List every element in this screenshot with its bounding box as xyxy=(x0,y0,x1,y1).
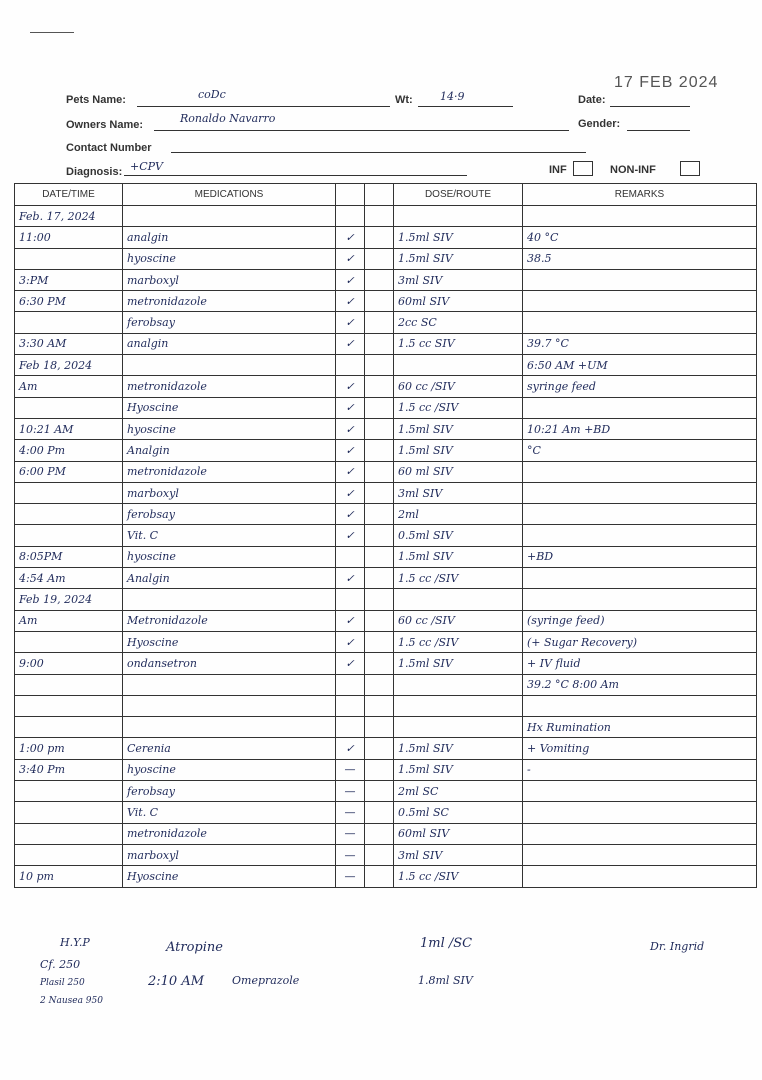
row-dose-route: 1.5 cc /SIV xyxy=(394,631,523,652)
row-remarks: +BD xyxy=(523,546,757,567)
col-date-time: DATE/TIME xyxy=(15,184,123,206)
row-dose-route: 3ml SIV xyxy=(394,269,523,290)
table-row xyxy=(15,525,757,546)
row-medication: metronidazole xyxy=(123,823,336,844)
row-check xyxy=(336,717,365,738)
row-check: ✓ xyxy=(336,376,365,397)
row-dose-route xyxy=(394,695,523,716)
row-remarks xyxy=(523,461,757,482)
row-check-b xyxy=(365,610,394,631)
footer-cf: Cf. 250 xyxy=(40,958,81,971)
row-check: ✓ xyxy=(336,482,365,503)
row-remarks: Hx Rumination xyxy=(523,717,757,738)
row-medication: Analgin xyxy=(123,568,336,589)
row-date-time: Am xyxy=(15,610,123,631)
row-check: ✓ xyxy=(336,631,365,652)
row-medication: Analgin xyxy=(123,440,336,461)
row-check-b xyxy=(365,525,394,546)
row-medication xyxy=(123,589,336,610)
row-remarks: 40 °C xyxy=(523,227,757,248)
row-medication: analgin xyxy=(123,333,336,354)
contact-label: Contact Number xyxy=(66,142,152,154)
row-dose-route: 1.5ml SIV xyxy=(394,418,523,439)
row-remarks xyxy=(523,823,757,844)
row-remarks xyxy=(523,802,757,823)
row-date-time xyxy=(15,525,123,546)
gender-label: Gender: xyxy=(578,118,621,130)
row-medication: marboxyl xyxy=(123,844,336,865)
row-check-b xyxy=(365,482,394,503)
row-dose-route xyxy=(394,355,523,376)
row-check: — xyxy=(336,844,365,865)
owners-name-value: Ronaldo Navarro xyxy=(180,112,276,125)
table-row xyxy=(15,482,757,503)
row-date-time: 11:00 xyxy=(15,227,123,248)
row-check-b xyxy=(365,355,394,376)
row-remarks xyxy=(523,589,757,610)
pets-name-line xyxy=(137,92,390,107)
row-check: ✓ xyxy=(336,227,365,248)
row-dose-route: 2ml SC xyxy=(394,781,523,802)
row-remarks xyxy=(523,866,757,887)
row-medication xyxy=(123,355,336,376)
row-check-b xyxy=(365,738,394,759)
row-check-b xyxy=(365,631,394,652)
row-medication: ferobsay xyxy=(123,781,336,802)
table-row xyxy=(15,844,757,865)
row-check-b xyxy=(365,589,394,610)
table-row xyxy=(15,653,757,674)
row-dose-route: 3ml SIV xyxy=(394,844,523,865)
row-check xyxy=(336,674,365,695)
table-row xyxy=(15,397,757,418)
date-line xyxy=(610,92,690,107)
row-dose-route: 1.5ml SIV xyxy=(394,759,523,780)
row-check-b xyxy=(365,227,394,248)
row-check xyxy=(336,695,365,716)
row-remarks: - xyxy=(523,759,757,780)
row-check-b xyxy=(365,781,394,802)
row-dose-route: 0.5ml SIV xyxy=(394,525,523,546)
table-row xyxy=(15,589,757,610)
row-dose-route: 1.5ml SIV xyxy=(394,738,523,759)
table-row xyxy=(15,440,757,461)
row-check-b xyxy=(365,844,394,865)
row-check-b xyxy=(365,823,394,844)
inf-checkbox[interactable] xyxy=(573,161,593,176)
row-medication xyxy=(123,695,336,716)
row-check-b xyxy=(365,461,394,482)
footer-doctor: Dr. Ingrid xyxy=(650,940,705,953)
row-check: ✓ xyxy=(336,312,365,333)
row-date-time xyxy=(15,631,123,652)
row-check-b xyxy=(365,440,394,461)
row-check: — xyxy=(336,759,365,780)
row-medication: ferobsay xyxy=(123,504,336,525)
diagnosis-value: +CPV xyxy=(130,160,163,173)
table-row xyxy=(15,546,757,567)
row-date-time xyxy=(15,802,123,823)
row-remarks xyxy=(523,781,757,802)
row-dose-route: 1.5ml SIV xyxy=(394,227,523,248)
footer-time2: 2:10 AM xyxy=(148,974,205,989)
row-medication: hyoscine xyxy=(123,546,336,567)
row-date-time: 6:30 PM xyxy=(15,291,123,312)
row-remarks xyxy=(523,568,757,589)
row-check-b xyxy=(365,546,394,567)
row-date-time: 6:00 PM xyxy=(15,461,123,482)
row-dose-route: 1.5ml SIV xyxy=(394,440,523,461)
row-remarks: 6:50 AM +UM xyxy=(523,355,757,376)
row-check: ✓ xyxy=(336,653,365,674)
row-remarks: (+ Sugar Recovery) xyxy=(523,631,757,652)
table-row xyxy=(15,206,757,227)
row-check-b xyxy=(365,376,394,397)
col-check-a xyxy=(336,184,365,206)
row-check: ✓ xyxy=(336,504,365,525)
diagnosis-label: Diagnosis: xyxy=(66,166,123,178)
row-medication: Vit. C xyxy=(123,802,336,823)
row-check-b xyxy=(365,206,394,227)
row-medication: metronidazole xyxy=(123,291,336,312)
table-row xyxy=(15,781,757,802)
row-remarks xyxy=(523,482,757,503)
footer-nausea: 2 Nausea 950 xyxy=(40,996,103,1006)
noninf-checkbox[interactable] xyxy=(680,161,700,176)
row-check xyxy=(336,355,365,376)
table-row xyxy=(15,291,757,312)
row-date-time: Feb 19, 2024 xyxy=(15,589,123,610)
row-date-time xyxy=(15,844,123,865)
row-medication: metronidazole xyxy=(123,461,336,482)
row-dose-route: 0.5ml SC xyxy=(394,802,523,823)
row-check: ✓ xyxy=(336,568,365,589)
row-check: ✓ xyxy=(336,461,365,482)
row-date-time xyxy=(15,674,123,695)
row-remarks: 10:21 Am +BD xyxy=(523,418,757,439)
table-row xyxy=(15,717,757,738)
row-dose-route: 1.5ml SIV xyxy=(394,248,523,269)
date-label: Date: xyxy=(578,94,606,106)
row-date-time: 3:40 Pm xyxy=(15,759,123,780)
row-check-b xyxy=(365,333,394,354)
row-medication: Metronidazole xyxy=(123,610,336,631)
row-date-time: 9:00 xyxy=(15,653,123,674)
row-check-b xyxy=(365,568,394,589)
row-check: ✓ xyxy=(336,248,365,269)
row-medication: hyoscine xyxy=(123,418,336,439)
row-dose-route: 1.5 cc /SIV xyxy=(394,866,523,887)
row-medication xyxy=(123,674,336,695)
row-remarks xyxy=(523,525,757,546)
row-medication: Cerenia xyxy=(123,738,336,759)
row-dose-route: 3ml SIV xyxy=(394,482,523,503)
gender-line xyxy=(627,116,690,131)
row-check-b xyxy=(365,674,394,695)
table-row xyxy=(15,695,757,716)
row-date-time xyxy=(15,397,123,418)
row-check-b xyxy=(365,717,394,738)
row-remarks: + IV fluid xyxy=(523,653,757,674)
row-remarks: 39.2 °C 8:00 Am xyxy=(523,674,757,695)
table-row xyxy=(15,269,757,290)
row-remarks xyxy=(523,397,757,418)
row-medication: marboxyl xyxy=(123,482,336,503)
table-row xyxy=(15,312,757,333)
row-check-b xyxy=(365,504,394,525)
row-check: ✓ xyxy=(336,397,365,418)
row-date-time xyxy=(15,695,123,716)
footer-med2: Omeprazole xyxy=(232,974,300,987)
table-row xyxy=(15,248,757,269)
row-check: ✓ xyxy=(336,418,365,439)
row-check: ✓ xyxy=(336,610,365,631)
row-check-b xyxy=(365,653,394,674)
row-dose-route xyxy=(394,206,523,227)
row-dose-route: 1.5 cc /SIV xyxy=(394,568,523,589)
row-check-b xyxy=(365,248,394,269)
row-dose-route: 60ml SIV xyxy=(394,291,523,312)
row-check: — xyxy=(336,823,365,844)
row-remarks: 39.7 °C xyxy=(523,333,757,354)
row-dose-route: 1.5 cc SIV xyxy=(394,333,523,354)
row-date-time: 10:21 AM xyxy=(15,418,123,439)
diagnosis-line xyxy=(124,161,467,176)
table-row xyxy=(15,504,757,525)
row-dose-route: 1.5ml SIV xyxy=(394,546,523,567)
table-row xyxy=(15,355,757,376)
row-check xyxy=(336,589,365,610)
row-date-time: 10 pm xyxy=(15,866,123,887)
row-check: — xyxy=(336,781,365,802)
row-check: ✓ xyxy=(336,333,365,354)
row-medication: Hyoscine xyxy=(123,866,336,887)
row-dose-route xyxy=(394,589,523,610)
row-check-b xyxy=(365,802,394,823)
table-row xyxy=(15,333,757,354)
row-medication: hyoscine xyxy=(123,248,336,269)
row-check: — xyxy=(336,866,365,887)
col-medications: MEDICATIONS xyxy=(123,184,336,206)
row-remarks xyxy=(523,291,757,312)
row-date-time: 8:05PM xyxy=(15,546,123,567)
row-check-b xyxy=(365,418,394,439)
row-date-time xyxy=(15,482,123,503)
row-check xyxy=(336,206,365,227)
row-dose-route xyxy=(394,717,523,738)
row-check: — xyxy=(336,802,365,823)
table-row xyxy=(15,461,757,482)
row-date-time xyxy=(15,717,123,738)
medication-table xyxy=(14,183,757,888)
row-check-b xyxy=(365,291,394,312)
inf-label: INF xyxy=(549,164,567,176)
row-date-time: 3:PM xyxy=(15,269,123,290)
table-row xyxy=(15,376,757,397)
row-dose-route: 2ml xyxy=(394,504,523,525)
row-check-b xyxy=(365,397,394,418)
row-date-time xyxy=(15,312,123,333)
row-remarks: syringe feed xyxy=(523,376,757,397)
row-check-b xyxy=(365,759,394,780)
table-row xyxy=(15,823,757,844)
pets-name-value: coDc xyxy=(198,88,226,101)
corner-mark xyxy=(30,32,74,33)
row-dose-route: 60 ml SIV xyxy=(394,461,523,482)
noninf-label: NON-INF xyxy=(610,164,656,176)
row-dose-route: 60 cc /SIV xyxy=(394,610,523,631)
owners-name-label: Owners Name: xyxy=(66,119,144,131)
row-medication: marboxyl xyxy=(123,269,336,290)
row-dose-route: 2cc SC xyxy=(394,312,523,333)
row-remarks: + Vomiting xyxy=(523,738,757,759)
row-remarks xyxy=(523,312,757,333)
table-row xyxy=(15,418,757,439)
row-dose-route xyxy=(394,674,523,695)
footer-dose1: 1ml /SC xyxy=(420,936,473,951)
table-row xyxy=(15,738,757,759)
row-date-time: 4:54 Am xyxy=(15,568,123,589)
row-medication: metronidazole xyxy=(123,376,336,397)
row-check: ✓ xyxy=(336,738,365,759)
row-check-b xyxy=(365,866,394,887)
row-check: ✓ xyxy=(336,525,365,546)
row-medication: Hyoscine xyxy=(123,397,336,418)
row-remarks xyxy=(523,206,757,227)
row-date-time: 1:00 pm xyxy=(15,738,123,759)
row-medication: analgin xyxy=(123,227,336,248)
row-check: ✓ xyxy=(336,440,365,461)
row-date-time xyxy=(15,248,123,269)
row-check: ✓ xyxy=(336,269,365,290)
col-dose-route: DOSE/ROUTE xyxy=(394,184,523,206)
wt-label: Wt: xyxy=(395,94,413,106)
row-date-time xyxy=(15,504,123,525)
row-remarks: °C xyxy=(523,440,757,461)
row-remarks xyxy=(523,504,757,525)
row-check-b xyxy=(365,695,394,716)
row-date-time xyxy=(15,823,123,844)
table-row xyxy=(15,802,757,823)
table-header xyxy=(15,184,757,206)
row-dose-route: 60ml SIV xyxy=(394,823,523,844)
table-row xyxy=(15,674,757,695)
row-date-time: Am xyxy=(15,376,123,397)
row-dose-route: 60 cc /SIV xyxy=(394,376,523,397)
table-row xyxy=(15,227,757,248)
row-medication: Vit. C xyxy=(123,525,336,546)
table-row xyxy=(15,866,757,887)
row-medication xyxy=(123,206,336,227)
footer-plasil: Plasil 250 xyxy=(40,978,85,988)
row-check-b xyxy=(365,269,394,290)
row-date-time: Feb 18, 2024 xyxy=(15,355,123,376)
contact-line xyxy=(171,138,586,153)
row-medication xyxy=(123,717,336,738)
row-date-time: 3:30 AM xyxy=(15,333,123,354)
pets-name-label: Pets Name: xyxy=(66,94,126,106)
row-medication: Hyoscine xyxy=(123,631,336,652)
row-check: ✓ xyxy=(336,291,365,312)
date-stamp: 17 FEB 2024 xyxy=(614,74,719,91)
row-date-time: Feb. 17, 2024 xyxy=(15,206,123,227)
table-row xyxy=(15,631,757,652)
row-remarks xyxy=(523,269,757,290)
footer-dose2: 1.8ml SIV xyxy=(418,974,473,987)
wt-line xyxy=(418,92,513,107)
col-remarks: REMARKS xyxy=(523,184,757,206)
footer-med1: Atropine xyxy=(166,940,223,955)
row-medication: ondansetron xyxy=(123,653,336,674)
row-remarks: 38.5 xyxy=(523,248,757,269)
table-row xyxy=(15,568,757,589)
row-date-time xyxy=(15,781,123,802)
wt-value: 14·9 xyxy=(440,90,465,103)
row-check-b xyxy=(365,312,394,333)
col-check-b xyxy=(365,184,394,206)
row-remarks xyxy=(523,695,757,716)
row-dose-route: 1.5ml SIV xyxy=(394,653,523,674)
table-row xyxy=(15,610,757,631)
row-remarks: (syringe feed) xyxy=(523,610,757,631)
row-date-time: 4:00 Pm xyxy=(15,440,123,461)
footer-hyp: H.Y.P xyxy=(60,936,90,949)
table-row xyxy=(15,759,757,780)
row-remarks xyxy=(523,844,757,865)
row-medication: hyoscine xyxy=(123,759,336,780)
row-medication: ferobsay xyxy=(123,312,336,333)
row-check xyxy=(336,546,365,567)
row-dose-route: 1.5 cc /SIV xyxy=(394,397,523,418)
